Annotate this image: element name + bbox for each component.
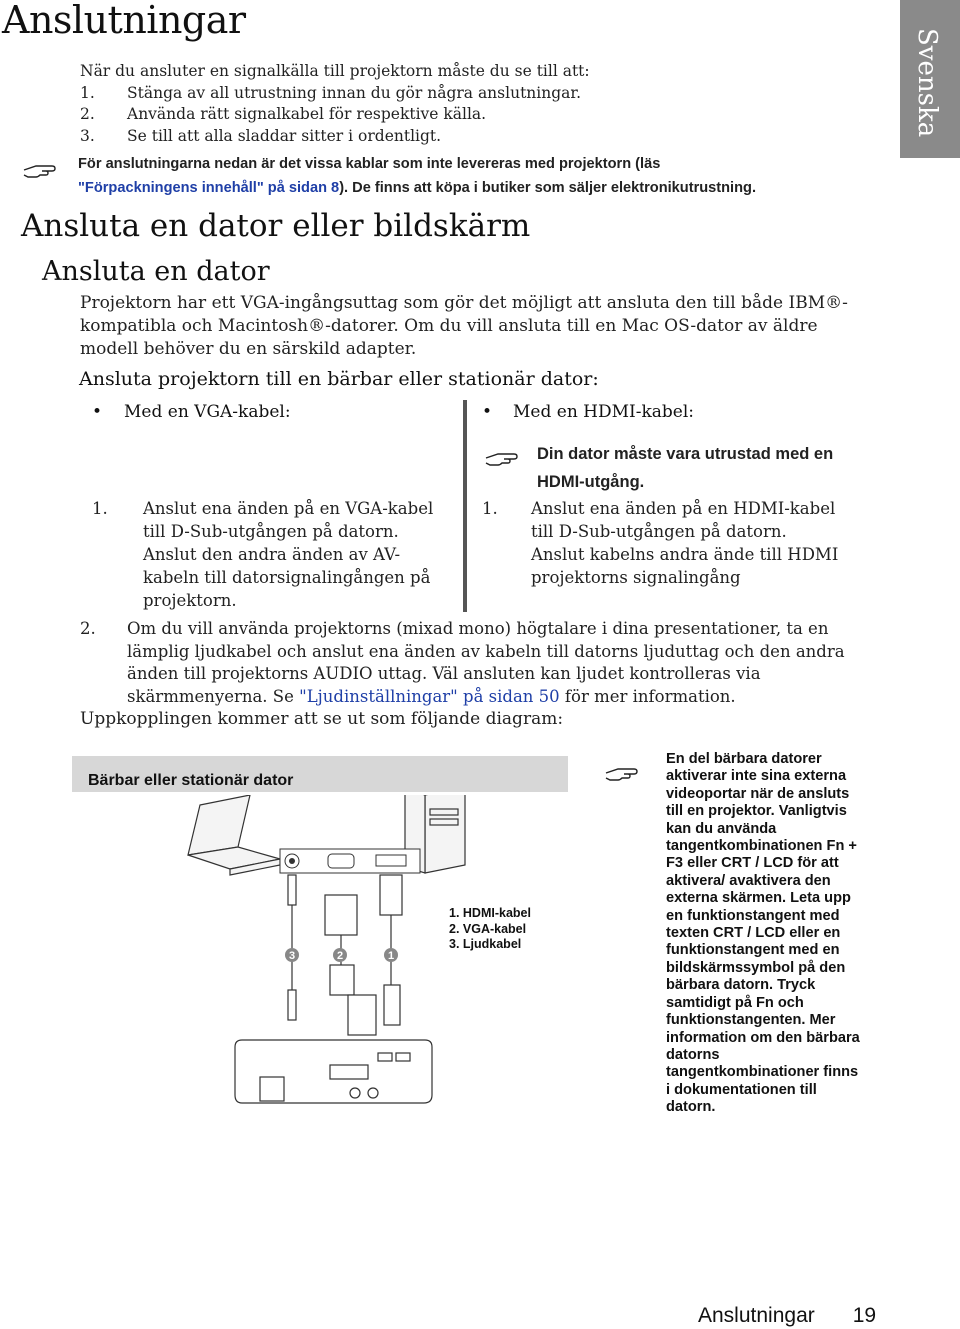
hdmi-step-text: Anslut ena änden på en HDMI-kabel till D-Sub-utgången på datorn. Anslut kabelns andra ände till HDMI projektorns signalingång xyxy=(531,499,839,587)
diagram-title: Bärbar eller stationär dator xyxy=(88,772,294,789)
footer-label: Anslutningar xyxy=(698,1304,815,1327)
pointing-hand-icon xyxy=(604,759,642,783)
intro-block xyxy=(80,61,590,147)
list-item: 3. Se till att alla sladdar sitter i ordentligt. xyxy=(80,126,442,145)
list-item: 2. Använda rätt signalkabel för respektive källa. xyxy=(80,105,487,123)
intro-line: När du ansluter en signalkälla till projektorn måste du se till att: xyxy=(80,62,590,80)
language-tab-label: Svenska xyxy=(912,28,942,138)
pointing-hand-icon xyxy=(484,444,522,468)
body-paragraph: Projektorn har ett VGA-ingångsuttag som gör det möjligt att ansluta den till både IBM®-kompatibla och Macintosh®-datorer. Om du vill ansluta till en Mac OS-dator av äldre modell behöver du en särskild adapter. xyxy=(80,293,848,359)
note-cables: För anslutningarna nedan är det vissa kablar som inte levereras med projektorn (läs "Förpackningens innehåll" på sidan 8). De finns att köpa i butiker som säljer elektronikutrustning. xyxy=(78,156,757,196)
language-tab xyxy=(900,0,960,158)
legend-item: 2. VGA-kabel xyxy=(449,921,527,936)
bullet: • xyxy=(482,402,493,422)
legend-item: 3. Ljudkabel xyxy=(449,937,522,951)
link-audio-settings[interactable]: "Ljudinställningar" på sidan 50 xyxy=(299,686,560,706)
connection-diagram xyxy=(180,795,470,1115)
laptop-note: En del bärbara datorer aktiverar inte sina externa videoportar när de ansluts till en projektor. Vanligtvis kan du använda tangentkombinationen Fn + F3 eller CRT / LCD för att aktivera/ avaktivera den externa skärmen. Leta upp en funktionstangent med texten CRT / LCD eller en funktionstangent med en bildskärmssymbol på den bärbara datorn. Tryck samtidigt på Fn och funktionstangenten. Mer information om den bärbara datorns tangentkombinationer finns i dokumentationen till datorn. xyxy=(666,751,860,1116)
link-package-contents[interactable]: "Förpackningens innehåll" på sidan 8 xyxy=(78,180,340,196)
step-number: 1. xyxy=(482,499,498,518)
connect-heading: Ansluta projektorn till en bärbar eller stationär dator: xyxy=(79,368,599,390)
marker-1: 1 xyxy=(387,950,395,962)
hdmi-title: Med en HDMI-kabel: xyxy=(513,402,695,422)
page-title: Anslutningar xyxy=(2,0,246,42)
vga-title: Med en VGA-kabel: xyxy=(124,402,291,422)
diagram-legend xyxy=(449,906,531,953)
hdmi-note: Din dator måste vara utrustad med en HDMI-utgång. xyxy=(537,445,834,491)
diagram-caption: Uppkopplingen kommer att se ut som följande diagram: xyxy=(80,709,564,729)
subsection-heading: Ansluta en dator xyxy=(42,256,270,287)
laptop-icon xyxy=(188,795,280,875)
step-2: 2. Om du vill använda projektorns (mixad mono) högtalare i dina presentationer, ta en lämplig ljudkabel och anslut ena änden av kabeln till datorns ljuduttag och den andra änden till projektorns AUDIO uttag. Väl ansluten kan ljudet kontrolleras via skärmmenyerna. Se "Ljudinställningar" på sidan 50 för mer information. xyxy=(80,619,845,706)
step-number: 1. xyxy=(92,499,108,518)
page-footer xyxy=(698,1304,876,1328)
bullet: • xyxy=(92,402,103,422)
legend-item: 1. HDMI-kabel xyxy=(449,906,531,920)
list-item: 1. Stänga av all utrustning innan du gör några anslutningar. xyxy=(80,83,582,102)
marker-3: 3 xyxy=(288,950,296,962)
page-number: 19 xyxy=(852,1304,877,1327)
column-divider xyxy=(463,400,467,612)
projector-rear-panel xyxy=(235,1040,432,1103)
vga-step-text: Anslut ena änden på en VGA-kabel till D-Sub-utgången på datorn. Anslut den andra änden av AV-kabeln till datorsignalingången på projektorn. xyxy=(143,499,434,610)
pointing-hand-icon xyxy=(22,156,60,180)
step-number: 2. xyxy=(80,619,96,638)
section-heading: Ansluta en dator eller bildskärm xyxy=(21,208,531,244)
marker-2: 2 xyxy=(336,950,344,962)
